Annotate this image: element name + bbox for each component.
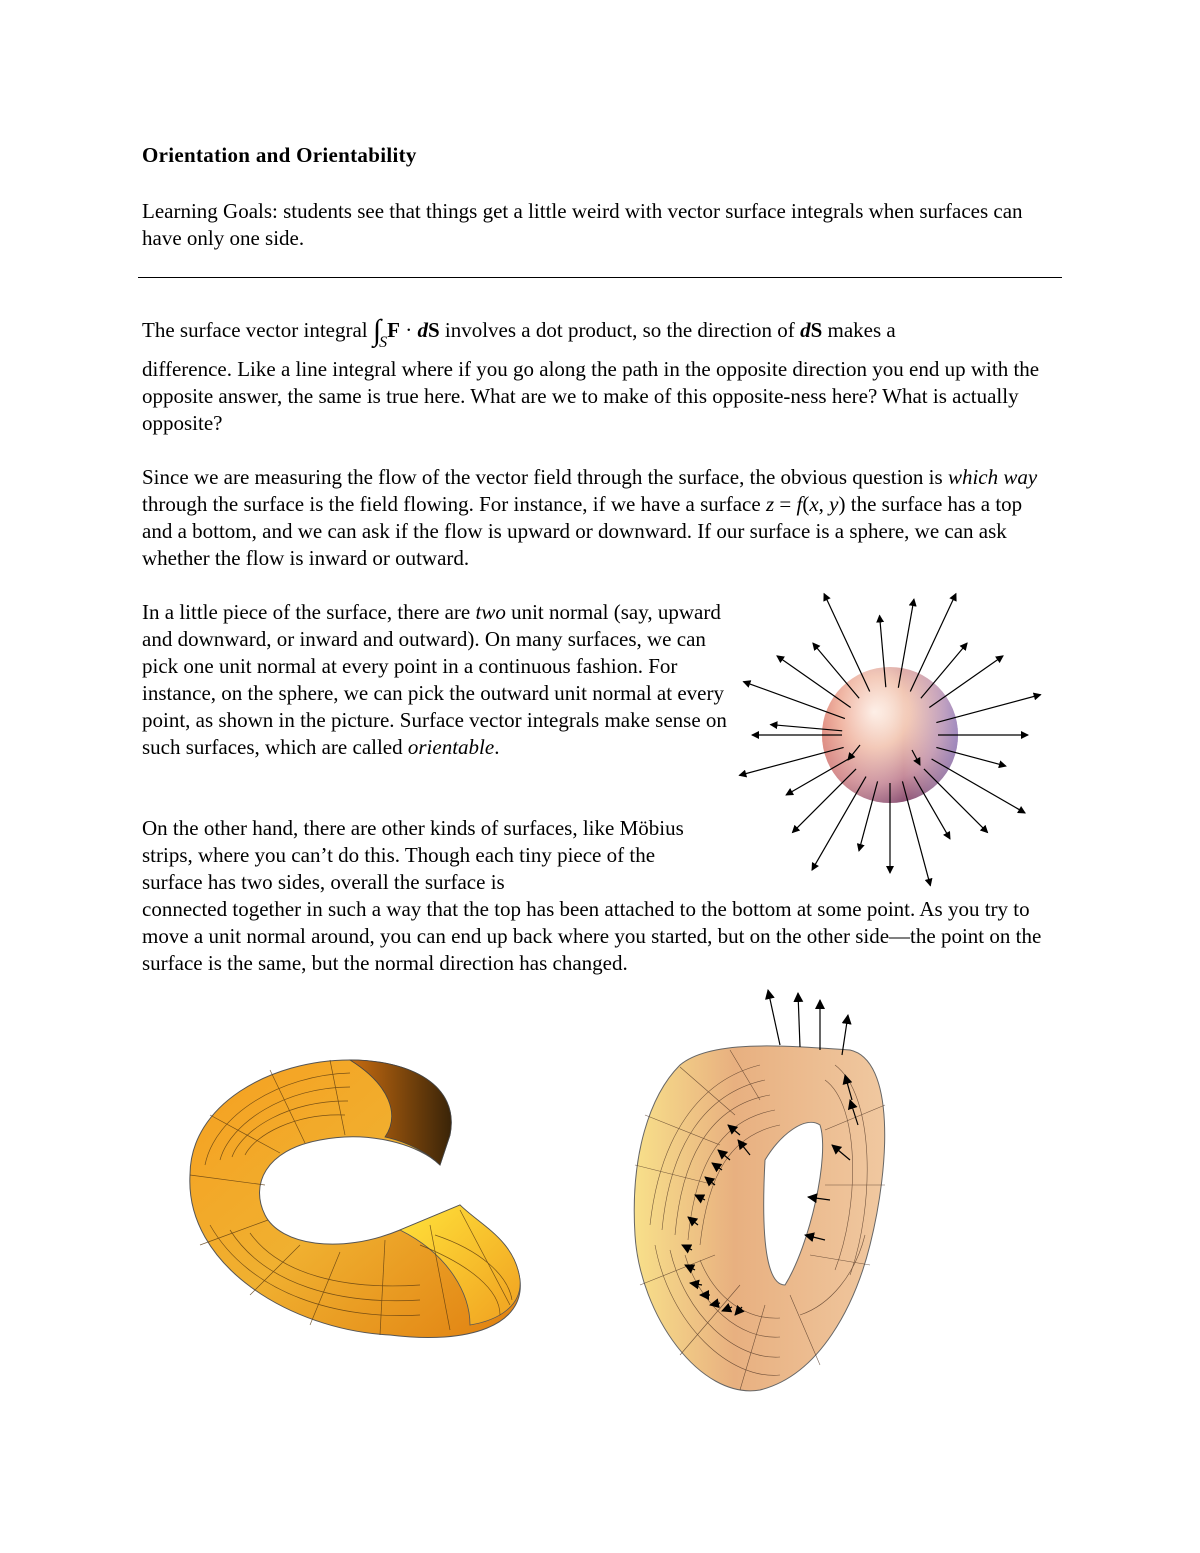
normal-arrow [921,643,967,698]
learning-goals: Learning Goals: students see that things get a little weird with vector surface integrals when surfaces can have only one side. [142,199,1023,250]
normal-arrow [929,656,1003,708]
normal-arrow [932,759,1026,813]
mobius-strip-with-normals-icon [620,985,920,1405]
eq-comma: , [818,492,830,516]
normal-arrow [924,769,988,833]
dS-d: d [800,318,811,342]
integral-sentence [142,313,1062,351]
normal-arrow [813,643,859,698]
integral-symbol: ∫ [372,314,382,347]
paragraph-3 [142,599,732,761]
p2-italic-which-way: which way [947,465,1038,489]
p3-text-c: unit normal (say, upward and downward, or inward and outward). On many surfaces, we can pick one unit normal at every point in a continuous fashion. For instance, on the sphere, we can pick the outward unit normal at every point, as shown in the picture. Surface vector integrals make sense on such surfaces, which are called [142,600,727,759]
integrand-d: d [417,318,428,342]
normal-arrow [812,777,866,871]
eq-z: z [765,492,775,516]
sphere-with-outward-normals-icon [740,595,1040,875]
integral-subscript: S [379,334,388,351]
eq-f: f [796,492,803,516]
eq-y: y [829,492,839,516]
horizontal-rule [138,277,1062,278]
normal-arrow [743,682,844,719]
normal-arrow [824,594,870,692]
normal-arrow [910,594,956,692]
p3-text-a: In a little piece of the surface, there are [142,600,476,624]
page-title: Orientation and Orientability [142,143,417,167]
p2-text-c: through the surface is the field flowing. For instance, if we have a surface [142,492,766,516]
p3-italic-orientable: orientable [407,735,495,759]
normal-arrow [777,656,851,708]
mobius-strip-icon [170,1045,540,1345]
p1-text-pre: The surface vector integral [142,318,373,342]
eq-close-paren: ) [838,492,846,516]
p2-text-d: the surface has a top and a bottom, and we can ask if the flow is upward or downward. If our surface is a sphere, we can ask whether the flow is inward or outward. [142,492,1023,570]
integrand-F: F [387,318,400,342]
paragraph-4-end: connected together in such a way that the top has been attached to the bottom at some point. As you try to move a unit normal around, you can end up back where you started, but on the other side—the point on the surface is the same, but the normal direction has changed. [142,897,1042,975]
normal-arrow [792,769,856,833]
integrand-dot: · [399,318,418,342]
normal-arrow [842,1015,848,1055]
paragraph-1-rest: difference. Like a line integral where if you go along the path in the opposite direction you end up with the opposite answer, the same is true here. What are we to make of this opposite-ness here? What is actually opposite? [142,357,1040,435]
dS-S: S [810,318,823,342]
integrand-S: S [427,318,440,342]
p3-italic-two: two [475,600,506,624]
p1-text-post-b: makes a [822,318,896,342]
paragraph-2 [142,464,1047,572]
p3-text-e: . [494,735,500,759]
p1-text-post-a: involves a dot product, so the direction of [439,318,801,342]
paragraph-4-start: On the other hand, there are other kinds of surfaces, like Möbius strips, where you can’t do this. Though each tiny piece of the surface has two sides, overall the surface is [142,816,684,894]
normal-arrow [768,990,780,1045]
eq-open-paren: ( [802,492,810,516]
mobius2-band [634,1046,884,1391]
eq-x: x [809,492,819,516]
normal-arrow [798,993,800,1047]
eq-equals: = [774,492,797,516]
p2-text-a: Since we are measuring the flow of the vector field through the surface, the obvious question is [142,465,948,489]
